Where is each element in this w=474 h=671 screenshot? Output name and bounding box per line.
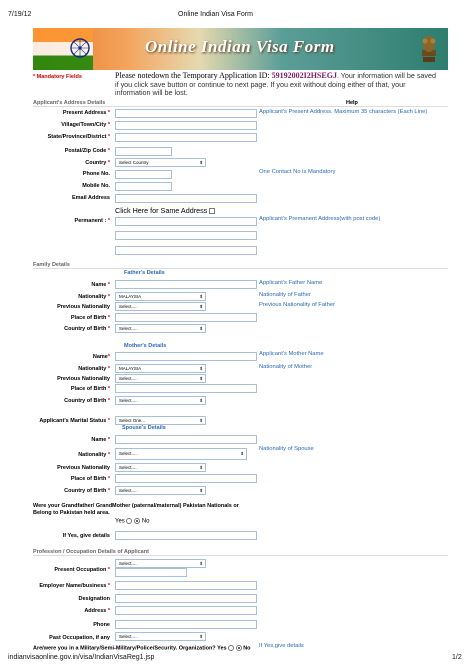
- spouse-country-birth-label: Country of Birth *: [64, 488, 110, 494]
- select-arrows-icon: ⬍: [199, 488, 203, 493]
- present-address-line1[interactable]: [115, 109, 257, 118]
- select-arrows-icon: ⬍: [199, 376, 203, 381]
- postal-input[interactable]: [115, 147, 172, 156]
- fathers-details-header: Father's Details: [124, 270, 165, 276]
- spouse-country-birth-select[interactable]: Select..... ⬍: [115, 486, 206, 495]
- email-label: Email Address: [71, 195, 110, 201]
- military-no-radio[interactable]: [236, 645, 242, 651]
- select-arrows-icon: ⬍: [199, 634, 203, 639]
- pakistan-question: Were your Grandfather/ GrandMother (paternal/maternal) Pakistan Nationals or Belong to Pakistan held area.: [33, 503, 239, 516]
- help-header: Help: [346, 100, 358, 106]
- permanent-address-line3[interactable]: [115, 246, 257, 255]
- spouse-place-birth-input[interactable]: [115, 474, 257, 483]
- pakistan-yes-radio[interactable]: [126, 518, 132, 524]
- email-input[interactable]: [115, 194, 257, 203]
- ashoka-chakra-icon: [69, 37, 91, 59]
- mandatory-note: * Mandatory Fields: [33, 74, 82, 80]
- phone-input[interactable]: [115, 170, 172, 179]
- section-divider: [33, 106, 448, 107]
- military-question: Are/were you in a Military/Semi-Military/Police/Security. Organization? Yes No: [33, 645, 251, 652]
- marital-status-label: Applicant's Marital Status *: [39, 418, 110, 424]
- employer-phone-label: Phone: [93, 622, 110, 628]
- section-divider: [33, 268, 448, 269]
- spouse-name-input[interactable]: [115, 435, 257, 444]
- select-arrows-icon: ⬍: [199, 294, 203, 299]
- permanent-address-line1[interactable]: [115, 217, 257, 226]
- mother-country-birth-select[interactable]: Select..... ⬍: [115, 396, 206, 405]
- present-occupation-select[interactable]: Select..... ⬍: [115, 559, 206, 568]
- print-url: indianvisaonline.gov.in/visa/IndianVisaReg1.jsp: [8, 654, 155, 661]
- designation-input[interactable]: [115, 594, 257, 603]
- mobile-input[interactable]: [115, 182, 172, 191]
- temporary-id-notice: Please notedown the Temporary Application ID: 59192002I2HSEGJ. Your information will be saved if you click save button or continue to next page. If you exit without doing either of that, your information will be lost.: [115, 71, 437, 98]
- same-address-checkbox[interactable]: [209, 208, 215, 214]
- spouse-nationality-label: Nationality *: [78, 452, 110, 458]
- father-place-birth-input[interactable]: [115, 313, 257, 322]
- father-country-birth-label: Country of Birth *: [64, 326, 110, 332]
- help-present-address: Applicant's Present Address. Maximum 35 characters (Each Line): [259, 109, 428, 115]
- mothers-details-header: Mother's Details: [124, 343, 167, 349]
- employer-input[interactable]: [115, 581, 257, 590]
- permanent-label: Permanent : *: [74, 218, 110, 224]
- employer-address-input[interactable]: [115, 606, 257, 615]
- select-arrows-icon: ⬍: [199, 418, 203, 423]
- help-mother-name: Applicant's Mother Name: [259, 351, 324, 357]
- section-profession: Profession / Occupation Details of Applicant: [33, 549, 149, 555]
- pakistan-details-label: If Yes, give details: [62, 533, 110, 539]
- print-date: 7/19/12: [8, 11, 32, 18]
- select-arrows-icon: ⬍: [199, 304, 203, 309]
- mobile-label: Mobile No.: [82, 183, 110, 189]
- spouse-details-header: Spouse's Details: [122, 425, 166, 431]
- country-select[interactable]: Select Country ⬍: [115, 158, 206, 167]
- select-arrows-icon: ⬍: [199, 326, 203, 331]
- spouse-nationality-select[interactable]: Select..... ⬍: [115, 448, 247, 460]
- father-nationality-select[interactable]: MALAYSIA ⬍: [115, 292, 206, 301]
- father-prev-nationality-label: Previous Nationality: [57, 304, 110, 310]
- pakistan-radio-group: Yes No: [115, 518, 150, 525]
- employer-label: Employer Name/business *: [39, 583, 110, 589]
- help-father-nationality: Nationality of Father: [259, 292, 311, 298]
- present-address-label: Present Address *: [62, 110, 110, 116]
- section-divider: [33, 555, 448, 556]
- mother-place-birth-label: Place of Birth *: [70, 386, 110, 392]
- help-spouse-nationality: Nationality of Spouse: [259, 446, 314, 452]
- select-arrows-icon: ⬍: [240, 451, 244, 456]
- employer-address-label: Address *: [84, 608, 110, 614]
- designation-label: Designation: [78, 596, 110, 602]
- village-label: Village/Town/City *: [61, 122, 110, 128]
- select-arrows-icon: ⬍: [199, 160, 203, 165]
- pakistan-details-input[interactable]: [115, 531, 257, 540]
- help-contact: One Contact No is Mandatory: [259, 169, 336, 175]
- section-address: Applicant's Address Details: [33, 100, 106, 106]
- spouse-name-label: Name *: [91, 437, 110, 443]
- mother-nationality-label: Nationality *: [78, 366, 110, 372]
- present-occupation-other-input[interactable]: [115, 568, 187, 577]
- print-title: Online Indian Visa Form: [178, 11, 253, 18]
- select-arrows-icon: ⬍: [199, 465, 203, 470]
- spouse-prev-nationality-label: Previous Nationality: [57, 465, 110, 471]
- header-banner: [33, 28, 448, 70]
- father-nationality-label: Nationality *: [78, 294, 110, 300]
- help-if-yes-details: If Yes,give details: [259, 643, 304, 649]
- section-family: Family Details: [33, 262, 70, 268]
- mother-country-birth-label: Country of Birth *: [64, 398, 110, 404]
- state-label: State/Province/District *: [47, 134, 110, 140]
- country-label: Country *: [85, 160, 110, 166]
- select-arrows-icon: ⬍: [199, 398, 203, 403]
- village-input[interactable]: [115, 121, 257, 130]
- mother-prev-nationality-label: Previous Nationality: [57, 376, 110, 382]
- temporary-app-id: 59192002I2HSEGJ: [271, 71, 337, 80]
- past-occupation-select[interactable]: Select..... ⬍: [115, 632, 206, 641]
- father-name-input[interactable]: [115, 280, 257, 289]
- spouse-prev-nationality-select[interactable]: Select..... ⬍: [115, 463, 206, 472]
- pakistan-no-radio[interactable]: [134, 518, 140, 524]
- permanent-address-line2[interactable]: [115, 231, 257, 240]
- help-father-name: Applicant's Father Name: [259, 280, 323, 286]
- past-occupation-label: Past Occupation, if any: [49, 635, 110, 641]
- help-permanent: Applicant's Premanent Address(with post code): [259, 216, 381, 222]
- mother-place-birth-input[interactable]: [115, 384, 257, 393]
- mother-name-label: Name*: [92, 354, 110, 360]
- mandatory-star-icon: *: [33, 74, 36, 80]
- mother-name-input[interactable]: [115, 352, 257, 361]
- father-place-birth-label: Place of Birth *: [70, 315, 110, 321]
- select-arrows-icon: ⬍: [199, 366, 203, 371]
- military-yes-radio[interactable]: [228, 645, 234, 651]
- marital-status-select[interactable]: Select One... ⬍: [115, 416, 206, 425]
- help-father-prev-nationality: Previous Nationality of Father: [259, 302, 336, 308]
- national-emblem-icon: [418, 32, 440, 66]
- father-prev-nationality-select[interactable]: Select..... ⬍: [115, 302, 206, 311]
- phone-label: Phone No.: [82, 171, 110, 177]
- employer-phone-input[interactable]: [115, 620, 257, 629]
- print-page-number: 1/2: [452, 654, 462, 661]
- mother-nationality-select[interactable]: MALAYSIA ⬍: [115, 364, 206, 373]
- same-address-toggle[interactable]: Click Here for Same Address: [115, 206, 215, 215]
- mother-prev-nationality-select[interactable]: Select..... ⬍: [115, 374, 206, 383]
- banner-title: Online Indian Visa Form: [145, 37, 335, 56]
- father-name-label: Name *: [91, 282, 110, 288]
- present-occupation-label: Present Occupation *: [54, 567, 110, 573]
- father-country-birth-select[interactable]: Select..... ⬍: [115, 324, 206, 333]
- state-input[interactable]: [115, 133, 257, 142]
- spouse-place-birth-label: Place of Birth *: [70, 476, 110, 482]
- postal-label: Postal/Zip Code *: [64, 148, 110, 154]
- help-mother-nationality: Nationality of Mother: [259, 364, 313, 370]
- select-arrows-icon: ⬍: [199, 561, 203, 566]
